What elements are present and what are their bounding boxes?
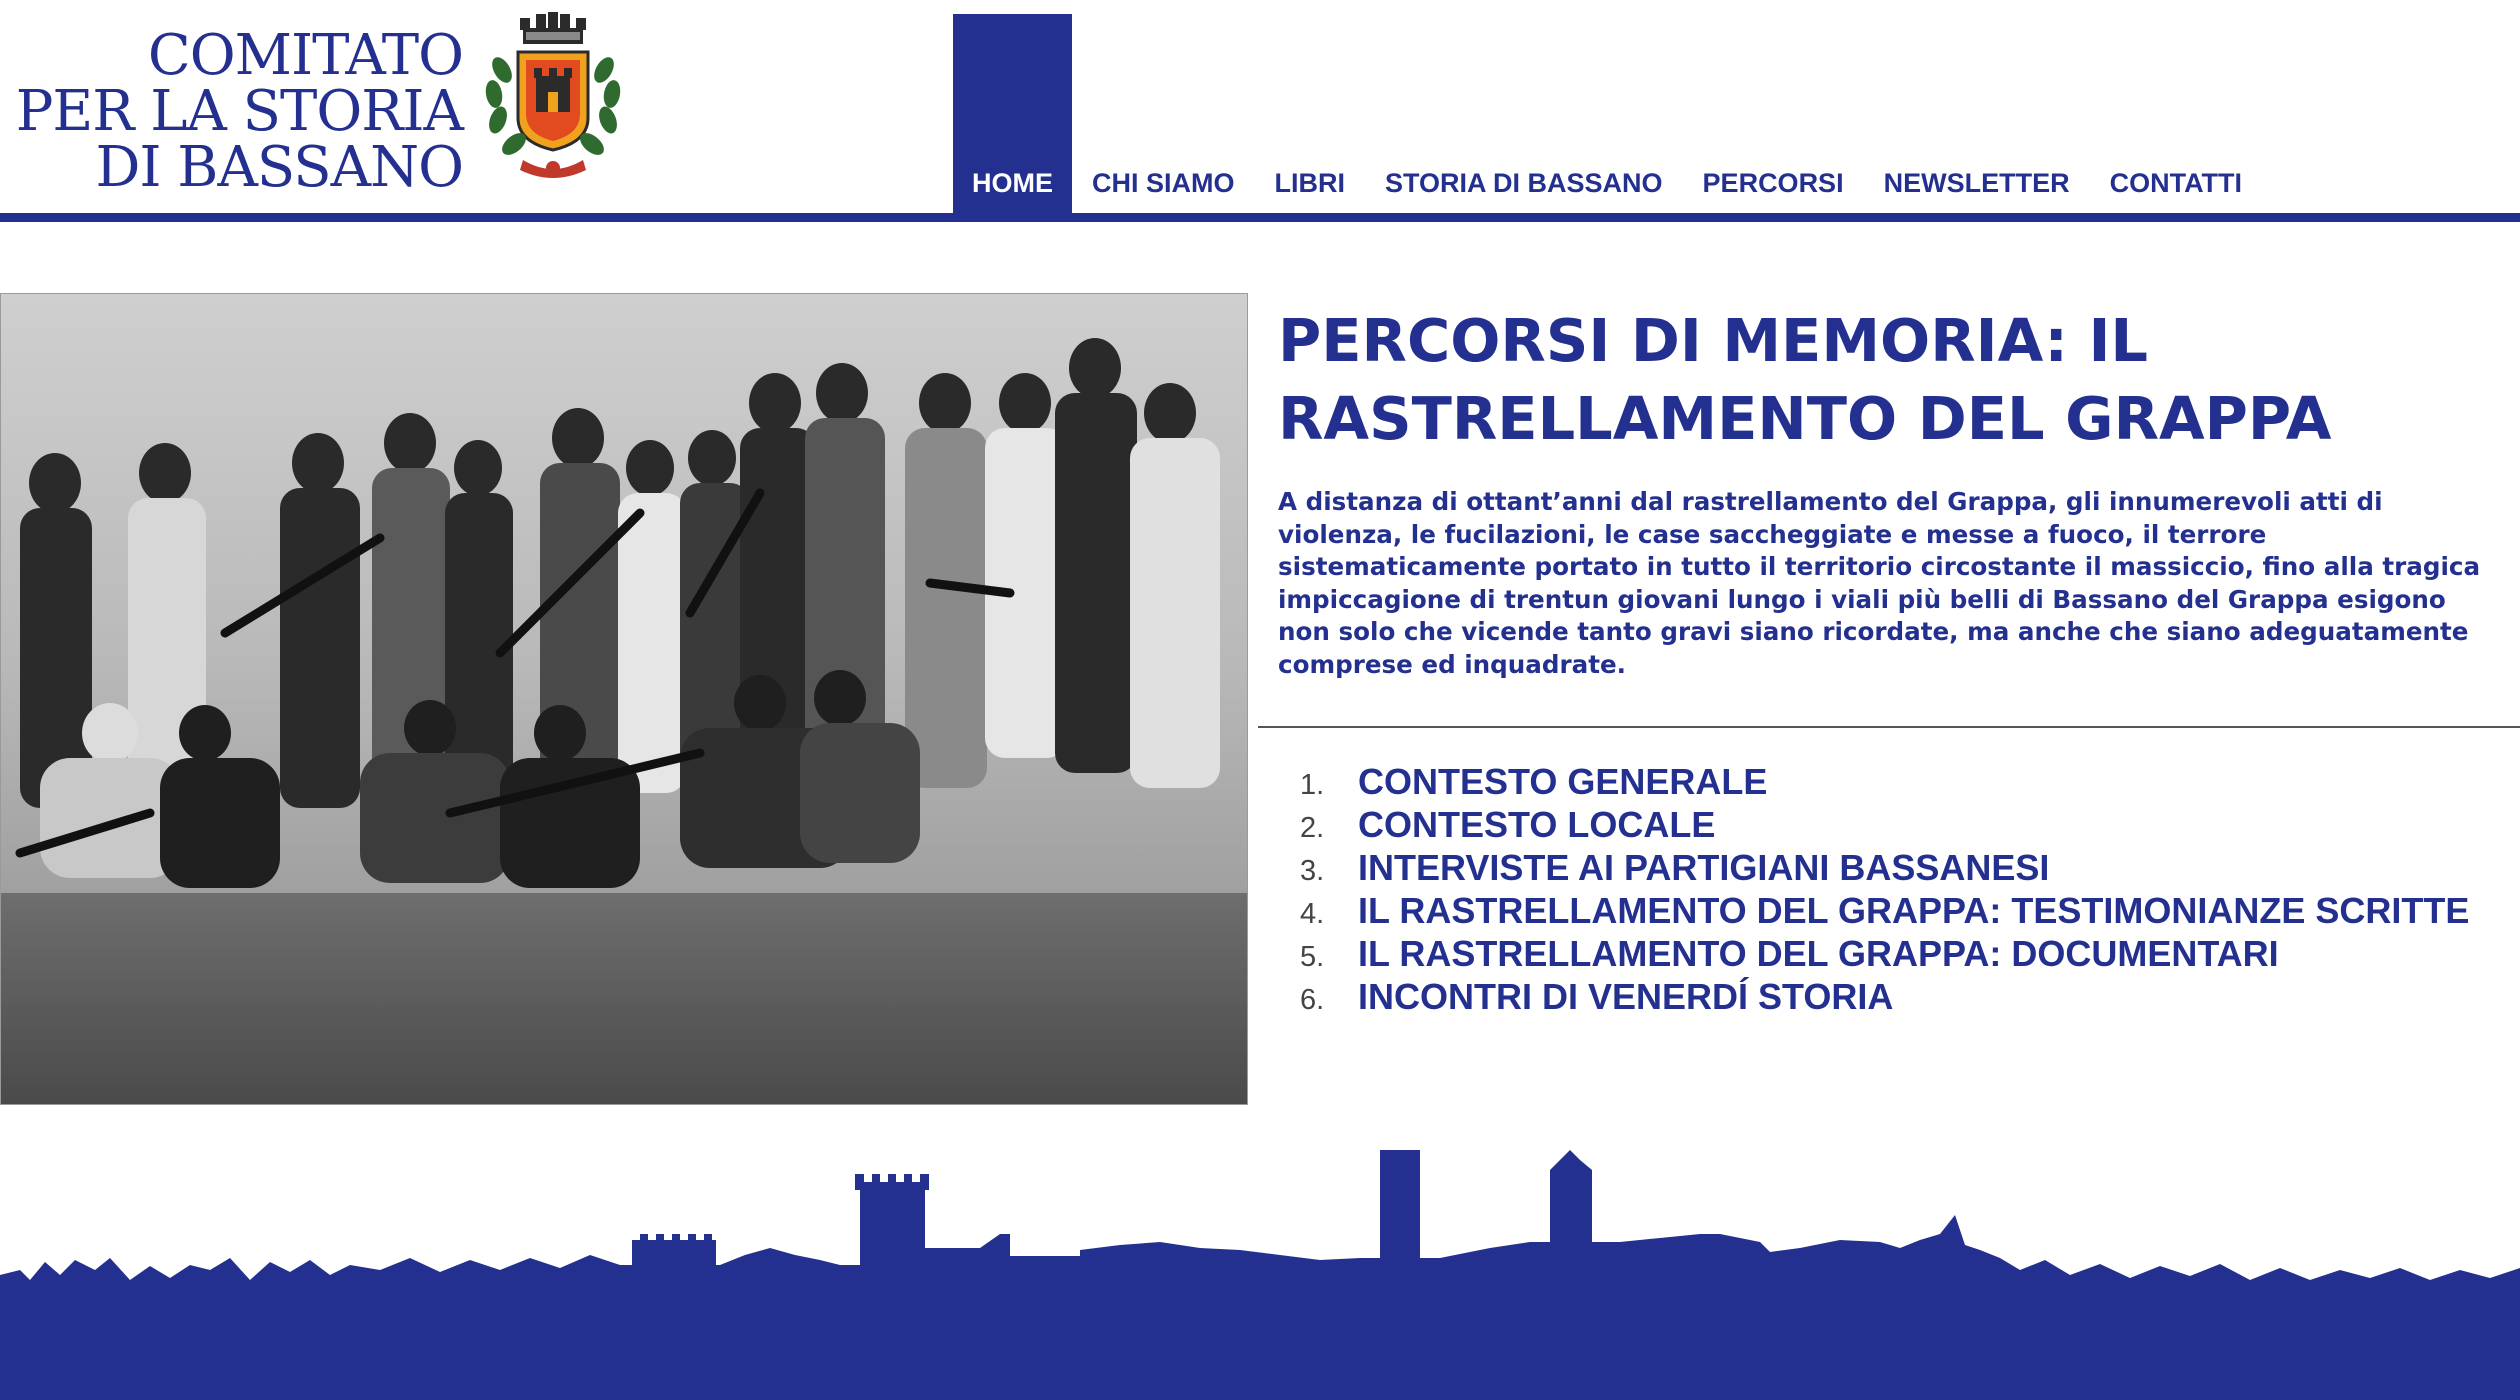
list-item xyxy=(1300,932,2469,975)
nav-percorsi[interactable]: PERCORSI xyxy=(1702,168,1844,198)
site-header xyxy=(0,0,2520,224)
logo-line-2: PER LA STORIA xyxy=(15,79,463,144)
list-item xyxy=(1300,975,2469,1018)
header-divider xyxy=(0,213,2520,222)
coat-of-arms-icon xyxy=(468,10,638,188)
toc-link-venerdi-storia[interactable]: INCONTRI DI VENERDÍ STORIA xyxy=(1358,976,1894,1017)
list-item xyxy=(1300,803,2469,846)
site-logo[interactable] xyxy=(8,10,628,200)
main-nav xyxy=(953,0,2262,213)
contents-list xyxy=(1300,760,2469,1018)
toc-link-contesto-generale[interactable]: CONTESTO GENERALE xyxy=(1358,761,1768,802)
content-divider xyxy=(1258,726,2520,728)
list-number: 5. xyxy=(1300,941,1325,973)
toc-link-documentari[interactable]: IL RASTRELLAMENTO DEL GRAPPA: DOCUMENTARI xyxy=(1358,933,2279,974)
list-number: 2. xyxy=(1300,812,1325,844)
list-number: 6. xyxy=(1300,984,1325,1016)
nav-home[interactable]: HOME xyxy=(953,14,1072,213)
list-item xyxy=(1300,760,2469,803)
page-title: PERCORSI DI MEMORIA: IL RASTRELLAMENTO DEL GRAPPA xyxy=(1278,306,2332,453)
intro-paragraph: A distanza di ottant’anni dal rastrellamento del Grappa, gli innumerevoli atti di violenza, le fucilazioni, le case saccheggiate e messe a fuoco, il terrore sistematicamente portato in tutto il territorio circostante il massiccio, fino alla tragica impiccagione di trentun giovani lungo i viali più belli di Bassano del Grappa esigono non solo che vicende tanto gravi siano ricordate, ma anche che siano adeguatamente comprese ed inquadrate. xyxy=(1278,487,2481,679)
list-number: 4. xyxy=(1300,898,1325,930)
nav-contatti[interactable]: CONTATTI xyxy=(2109,168,2243,198)
nav-chi-siamo[interactable]: CHI SIAMO xyxy=(1092,168,1235,198)
partisans-group-photo xyxy=(0,293,1248,1105)
logo-text xyxy=(8,23,463,200)
toc-link-contesto-locale[interactable]: CONTESTO LOCALE xyxy=(1358,804,1716,845)
nav-libri[interactable]: LIBRI xyxy=(1274,168,1346,198)
city-skyline xyxy=(0,1130,2520,1400)
nav-newsletter[interactable]: NEWSLETTER xyxy=(1883,168,2070,198)
nav-storia-di-bassano[interactable]: STORIA DI BASSANO xyxy=(1385,168,1663,198)
list-item xyxy=(1300,846,2469,889)
toc-link-testimonianze[interactable]: IL RASTRELLAMENTO DEL GRAPPA: TESTIMONIANZE SCRITTE xyxy=(1358,890,2470,931)
toc-link-interviste[interactable]: INTERVISTE AI PARTIGIANI BASSANESI xyxy=(1358,847,2050,888)
logo-line-1: COMITATO xyxy=(147,23,463,88)
list-item xyxy=(1300,889,2469,932)
list-number: 1. xyxy=(1300,769,1325,801)
logo-line-3: DI BASSANO xyxy=(95,135,463,200)
list-number: 3. xyxy=(1300,855,1325,887)
